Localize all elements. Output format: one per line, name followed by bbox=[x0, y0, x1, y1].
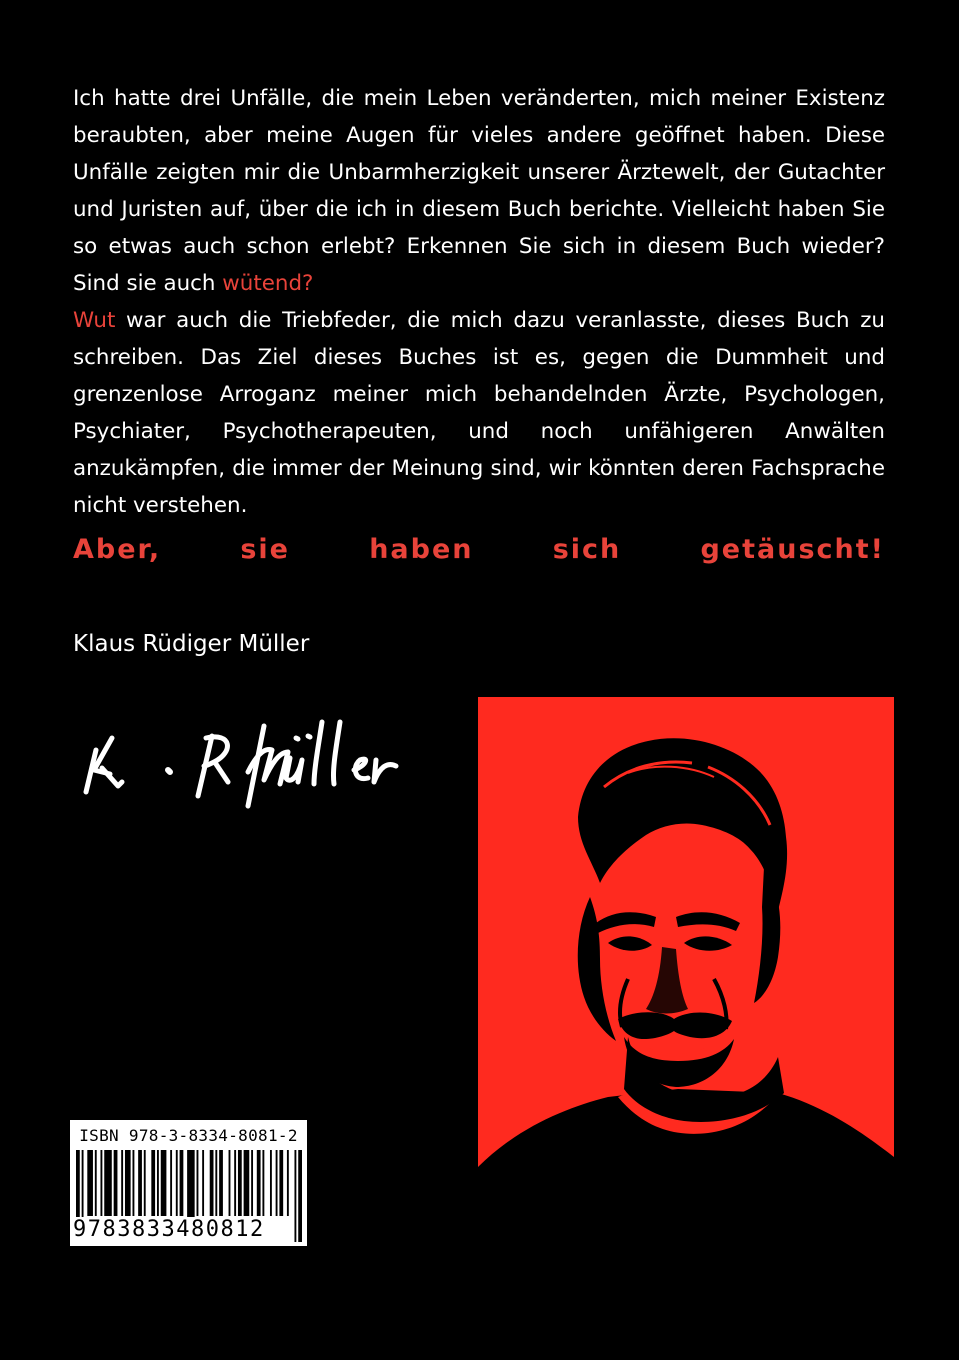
author-portrait bbox=[478, 697, 894, 1247]
blurb-part-1: Ich hatte drei Unfälle, die mein Leben veränderten, mich meiner Existenz beraubten, aber meine Augen für vieles andere geöffnet haben. Diese Unfälle zeigten mir die Unbarmherzigkeit unserer Ärztewelt, der Gutachter und Juristen auf, über die ich in diesem Buch berichte. Vielleicht haben Sie so etwas auch schon erlebt? Erkennen Sie sich in diesem Buch wieder? Sind sie auch bbox=[73, 86, 885, 296]
blurb-accent-wuetend: wütend? bbox=[222, 271, 314, 296]
author-name: Klaus Rüdiger Müller bbox=[73, 631, 310, 657]
blurb-part-2: war auch die Triebfeder, die mich dazu veranlasste, dieses Buch zu schreiben. Das Ziel dieses Buches ist es, gegen die Dummheit und grenzenlose Arroganz meiner mich behandelnden Ärzte, Psychologen, Psychiater, Psychotherapeuten, und noch unfähigeren Anwälten anzukämpfen, die immer der Meinung sind, wir könnten deren Fachsprache nicht verstehen. bbox=[73, 308, 885, 518]
ean-digits: 9783833480812 bbox=[73, 1217, 265, 1242]
tagline: Aber, sie haben sich getäuscht! bbox=[73, 534, 885, 565]
isbn-label: ISBN 978-3-8334-8081-2 bbox=[79, 1126, 298, 1145]
blurb-text bbox=[73, 80, 885, 524]
isbn-barcode bbox=[70, 1120, 307, 1246]
author-signature bbox=[82, 708, 422, 816]
blurb-accent-wut: Wut bbox=[73, 308, 116, 333]
